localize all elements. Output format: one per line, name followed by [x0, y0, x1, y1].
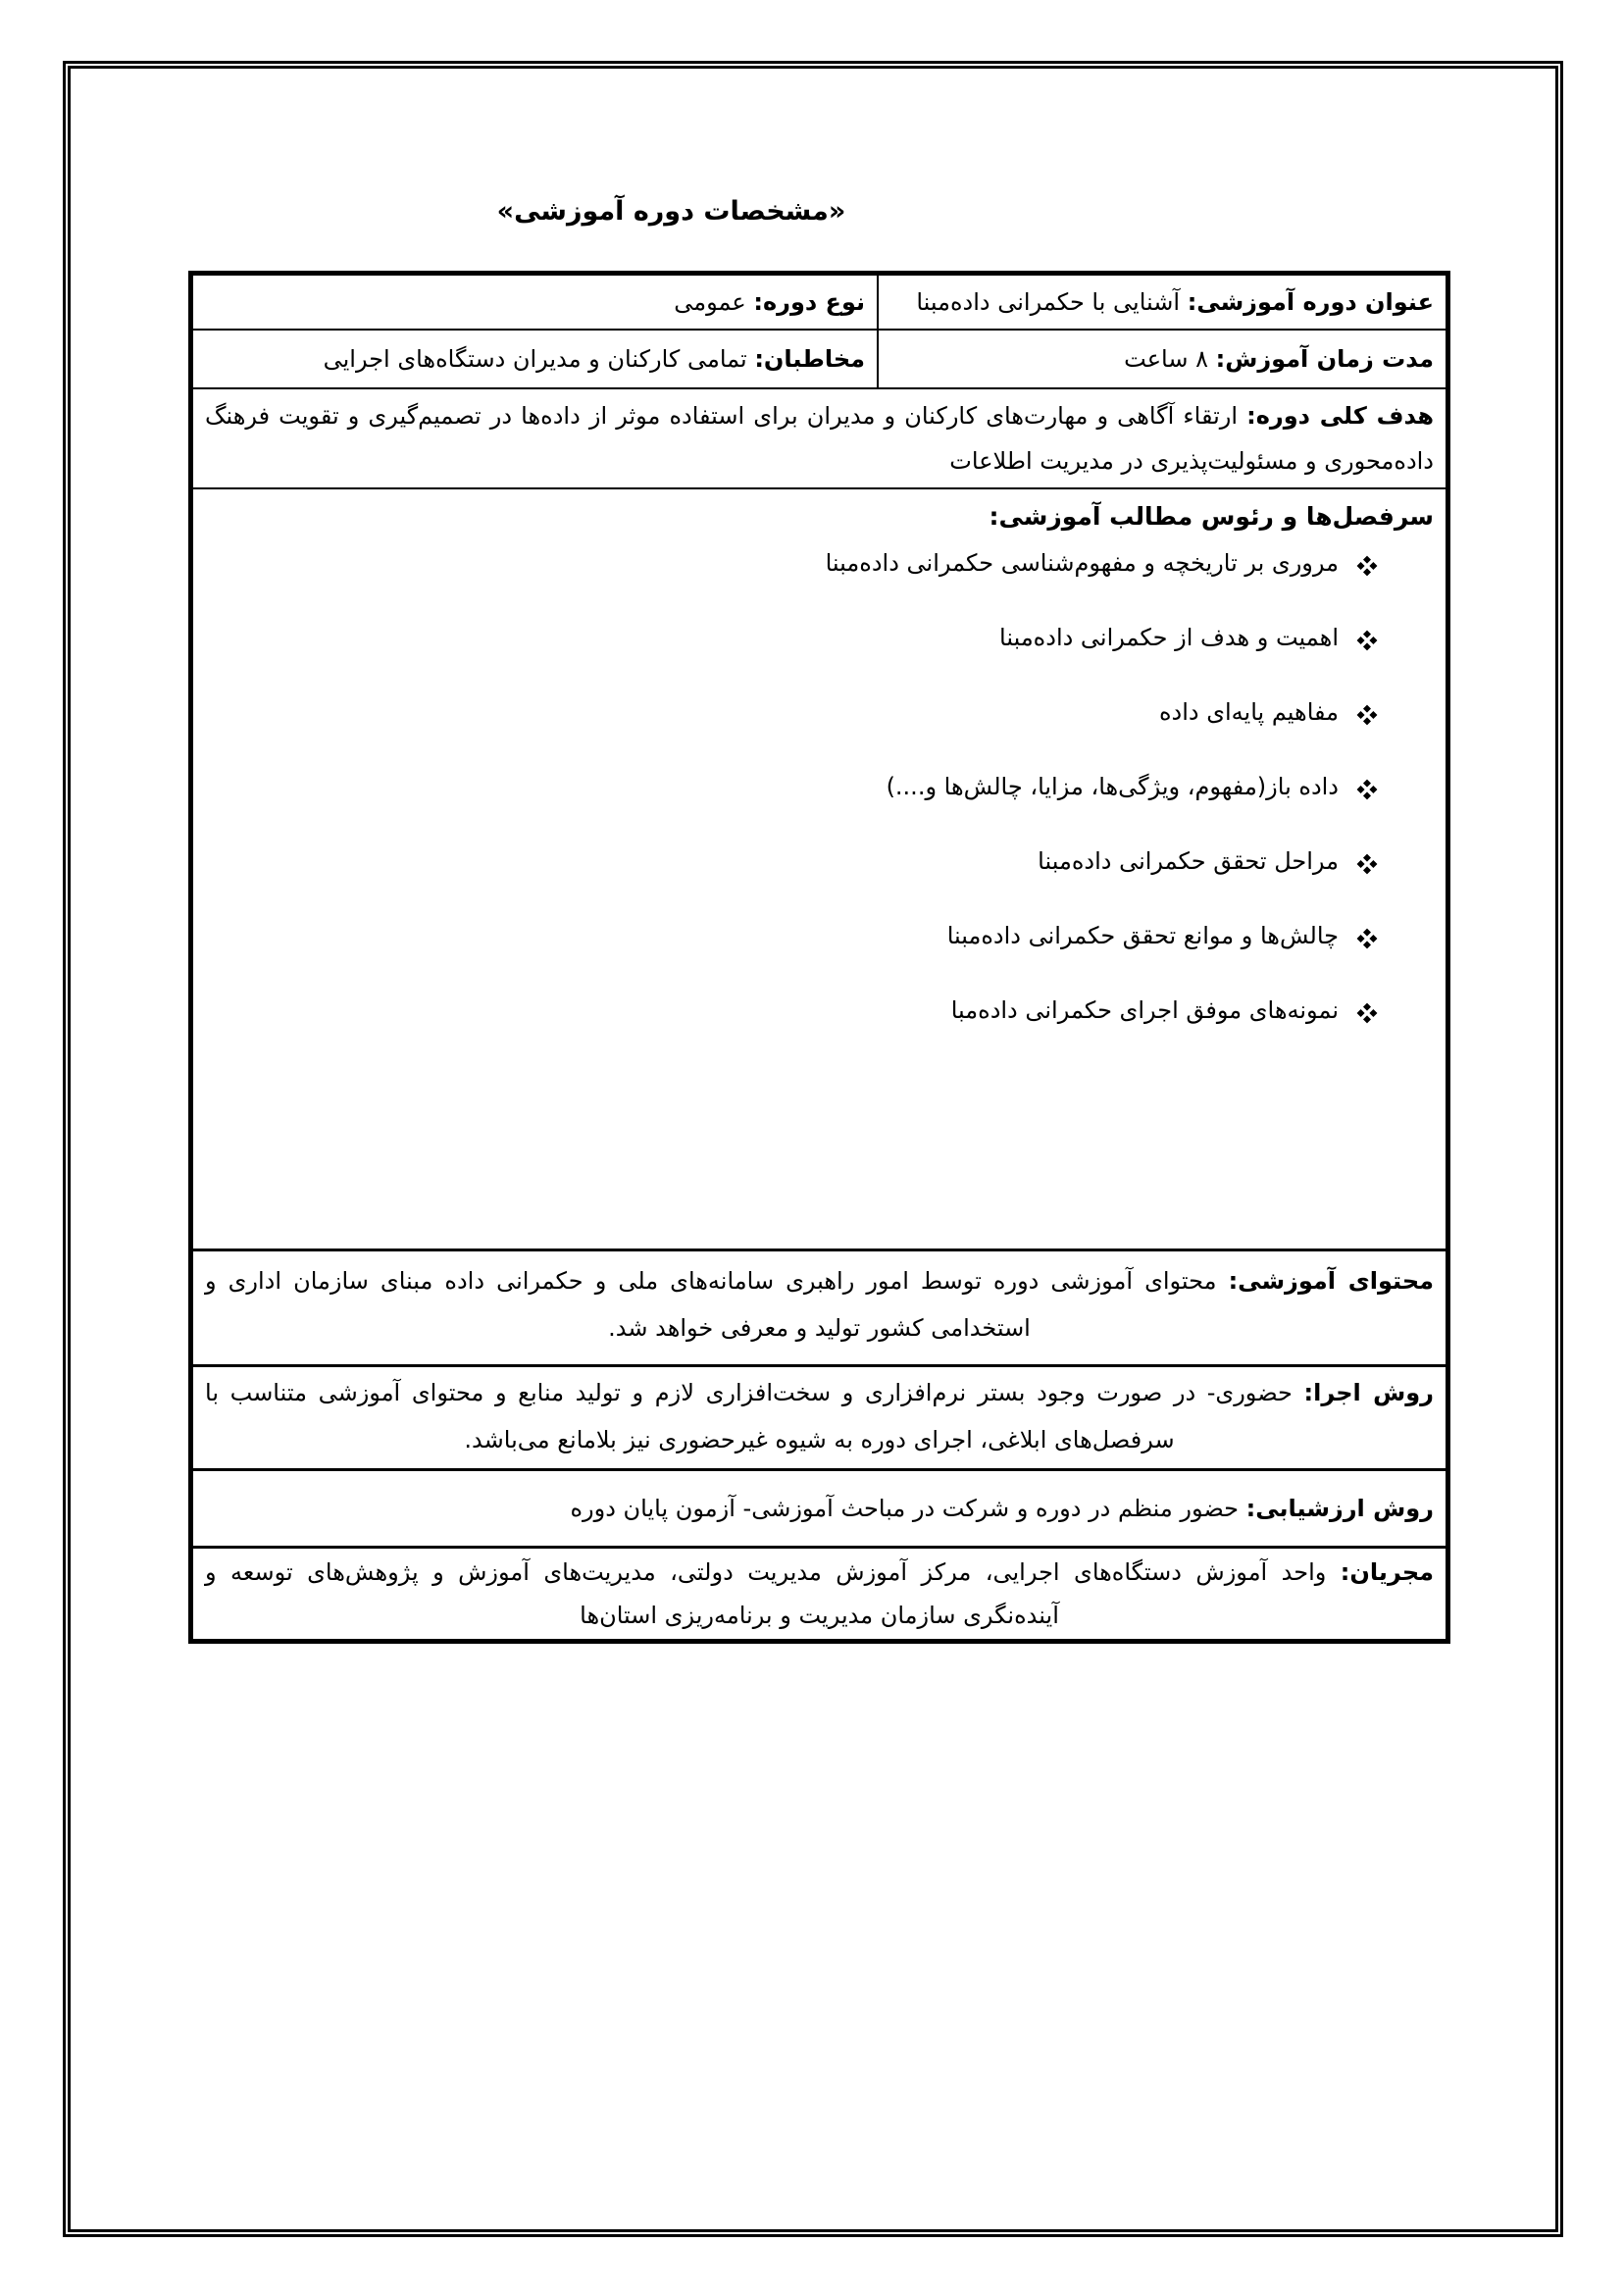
goal-value: ارتقاء آگاهی و مهارت‌های کارکنان و مدیران برای استفاده موثر از داده‌ها در تصمیم‌گیری و تقویت فرهنگ داده‌محوری و مسئولیت‌پذیری در مدیریت اطلاعات: [205, 402, 1434, 475]
content-value: محتوای آموزشی دوره توسط امور راهبری سامانه‌های ملی و حکمرانی داده مبنای سازمان اداری و استخدامی کشور تولید و معرفی خواهد شد.: [205, 1267, 1229, 1342]
cell-duration: [877, 331, 1446, 387]
course-type-value: عمومی: [674, 288, 754, 316]
table-row-content: [193, 1249, 1446, 1364]
evaluation-value: حضور منظم در دوره و شرکت در مباحث آموزشی- آزمون پایان دوره: [570, 1495, 1246, 1522]
cell-course-type: [193, 276, 877, 329]
topics-list: [205, 548, 1378, 1070]
table-row-topics: [193, 487, 1446, 1249]
goal-label: هدف کلی دوره:: [1246, 402, 1434, 430]
topic-text: داده باز(مفهوم، ویژگی‌ها، مزایا، چالش‌ها و....): [886, 773, 1339, 800]
duration-value: ۸ ساعت: [1124, 345, 1216, 373]
topics-header: سرفصل‌ها و رئوس مطالب آموزشی:: [989, 502, 1434, 531]
topic-item: [205, 995, 1378, 1070]
page-title: «مشخصات دوره آموزشی»: [496, 196, 846, 227]
executors-label: مجریان:: [1340, 1558, 1434, 1586]
duration-label: مدت زمان آموزش:: [1215, 345, 1434, 373]
table-row-executors: [193, 1546, 1446, 1639]
four-diamond-bullet-icon: [1356, 1002, 1378, 1024]
course-type-text: [674, 288, 865, 316]
evaluation-label: روش ارزشیابی:: [1245, 1495, 1434, 1522]
course-spec-table: [188, 271, 1450, 1644]
four-diamond-bullet-icon: [1356, 928, 1378, 949]
four-diamond-bullet-icon: [1356, 779, 1378, 800]
course-title-text: [916, 288, 1434, 316]
cell-audience: [193, 331, 877, 387]
topic-text: مفاهیم پایه‌ای داده: [1158, 698, 1339, 726]
table-row-duration-audience: [193, 329, 1446, 387]
execution-method-label: روش اجرا:: [1303, 1379, 1434, 1406]
course-title-value: آشنایی با حکمرانی داده‌مبنا: [916, 288, 1188, 316]
course-type-label: نوع دوره:: [753, 288, 865, 316]
topic-item: [205, 548, 1378, 623]
executors-value: واحد آموزش دستگاه‌های اجرایی، مرکز آموزش مدیریت دولتی، مدیریت‌های آموزش و پژوهش‌های توسعه و آینده‌نگری سازمان مدیریت و برنامه‌ریزی استان‌ها: [205, 1558, 1341, 1629]
topic-text: نمونه‌های موفق اجرای حکمرانی داده‌مبا: [950, 996, 1339, 1024]
topic-text: چالش‌ها و موانع تحقق حکمرانی داده‌مبنا: [946, 922, 1339, 949]
four-diamond-bullet-icon: [1356, 704, 1378, 726]
topic-item: [205, 921, 1378, 995]
topic-item: [205, 846, 1378, 921]
evaluation-text: [570, 1495, 1434, 1522]
four-diamond-bullet-icon: [1356, 630, 1378, 651]
table-row-evaluation: [193, 1468, 1446, 1546]
table-row-execution-method: [193, 1364, 1446, 1468]
audience-text: [324, 345, 865, 373]
topic-text: اهمیت و هدف از حکمرانی داده‌مبنا: [999, 624, 1339, 651]
topic-item: [205, 623, 1378, 697]
four-diamond-bullet-icon: [1356, 853, 1378, 875]
topic-item: [205, 697, 1378, 772]
execution-method-value: حضوری- در صورت وجود بستر نرم‌افزاری و سخت‌افزاری لازم و تولید منابع و محتوای آموزشی متناسب با سرفصل‌های ابلاغی، اجرای دوره به شیوه غیرحضوری نیز بلامانع می‌باشد.: [205, 1379, 1304, 1453]
topic-text: مروری بر تاریخچه و مفهوم‌شناسی حکمرانی داده‌مبنا: [825, 549, 1339, 577]
audience-value: تمامی کارکنان و مدیران دستگاه‌های اجرایی: [323, 345, 755, 373]
content-label: محتوای آموزشی:: [1228, 1267, 1435, 1295]
audience-label: مخاطبان:: [754, 345, 865, 373]
table-row-title-type: [193, 276, 1446, 329]
topic-item: [205, 772, 1378, 846]
course-title-label: عنوان دوره آموزشی:: [1187, 288, 1434, 316]
cell-course-title: [877, 276, 1446, 329]
four-diamond-bullet-icon: [1356, 555, 1378, 577]
table-row-goal: [193, 387, 1446, 487]
duration-text: [1124, 345, 1434, 373]
topic-text: مراحل تحقق حکمرانی داده‌مبنا: [1038, 847, 1339, 875]
